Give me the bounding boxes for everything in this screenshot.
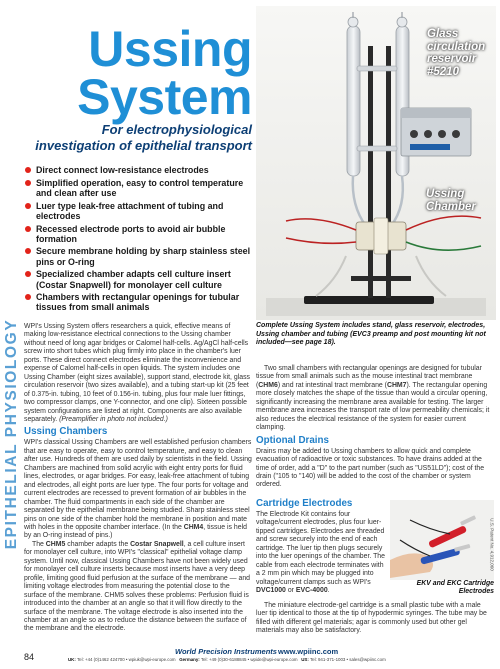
optional-drains-paragraph: Drains may be added to Ussing chambers to allow quick and complete evacuation of radioactive or toxic substances. To have drains added at the time of order, add a "D" to the part number (such as "US51LD"); cost of the drain ("105 to "140) will be added to the cost of the chamber or system ordered.: [256, 447, 485, 489]
page-title-line2: System: [77, 69, 252, 125]
cartridge-electrodes-caption: EKV and EKC Cartridge Electrodes: [416, 580, 494, 596]
page-footer: [0, 647, 500, 669]
section-side-label: EPITHELIAL PHYSIOLOGY: [3, 318, 20, 550]
footer-company: World Precision Instruments: [175, 647, 277, 656]
feature-item: Recessed electrode ports to avoid air bubble formation: [24, 224, 254, 244]
footer-uk-contact: Tel: +44 (0)1462 424700 • wpiuk@wpi-europe.com: [76, 657, 176, 662]
cartridge-electrodes-heading: Cartridge Electrodes: [256, 498, 353, 509]
feature-item: Secure membrane holding by sharp stainless steel pins or O-ring: [24, 246, 254, 266]
footer-de-contact: Tel: +49 (0)30-6188845 • wpide@wpi-europe.com: [200, 657, 298, 662]
footer-contacts: UK: Tel: +44 (0)1462 424700 • wpiuk@wpi-europe.com Germany: Tel: +49 (0)30-6188845 • wpide@wpi-europe.com US: Tel: 941-371-1003 • sales@wpiinc.com: [68, 657, 386, 662]
feature-item: Chambers with rectangular openings for tubular tissues from small animals: [24, 292, 254, 312]
feature-list: [24, 165, 254, 315]
cartridge-electrodes-illustration: [390, 500, 494, 580]
page-subtitle: For electrophysiological investigation of epithelial transport: [35, 122, 252, 153]
feature-item: Specialized chamber adapts cell culture insert (Costar Snapwell) for monolayer cell culture: [24, 269, 254, 289]
ussing-chambers-paragraph-1: WPI's classical Ussing Chambers are well established perfusion chambers that are easy to operate, easy to control temperature, and easy to clean after use. Hundreds of them are used daily by scientists in the field. Ussing Chambers are machined from solid acrylic with eight entry ports for fluid lines, electrodes, or agar bridges. For easy, leak-free attachment of tubing and electrodes, all eight ports are luer type. The four ports for voltage and current electrodes are recessed to prevent formation of air bubbles in the chamber. The fluid compartments in each side of the chamber are separated by the epithelial membrane being studied. Sharp stainless steel pins on one side of the chamber hold the membrane in position and mate with holes in the opposite chamber interface. (In the CHM4, tissue is held by an O-ring instead of pins.): [24, 439, 252, 540]
cartridge-electrodes-paragraph: The Electrode Kit contains four voltage/current electrodes, plus four luer-tipped cartridges. Electrodes are threaded and screw securely into the end of each cartridge. The luer tip then plugs securely into the luer openings of the chamber. The cable from each electrode terminates with a 2 mm pin which may be plugged into voltage/current clamps such as WPI's DVC1000 or EVC-4000.: [256, 511, 385, 595]
feature-item: Simplified operation, easy to control temperature and clean after use: [24, 178, 254, 198]
feature-item: Luer type leak-free attachment of tubing and electrodes: [24, 201, 254, 221]
feature-item: Direct connect low-resistance electrodes: [24, 165, 254, 175]
patent-number: U.S. Patent No. 4,912,060: [489, 518, 495, 571]
ussing-chambers-paragraph-2: The CHM5 chamber adapts the Costar Snapwell, a cell culture insert for monolayer cell culture, into WPI's "classical" epithelial voltage clamp system. Until now, classical Ussing Chambers have not been widely used for monolayer cell culture inserts because most inserts have a very deep profile, limiting good fluid perfusion at the surface of the membrane — and limiting voltage electrodes from measuring the potential close to the surface of the membrane. CHM5 solves these problems: Perfusion fluid is introduced into the chamber at an angle so that it will flow directly to the surface of the membrane. The voltage electrode is also inserted into the chamber at an angle so as to reduce the distance between the surface of the membrane and the electrode.: [24, 540, 250, 633]
footer-website[interactable]: www.wpiinc.com: [278, 647, 339, 656]
cartridge-electrodes-photo: [390, 500, 494, 580]
callout-ussing-chamber: Ussing Chamber: [426, 188, 476, 213]
footer-us-contact: Tel: 941-371-1003 • sales@wpiinc.com: [309, 657, 386, 662]
photo-caption: Complete Ussing System includes stand, glass reservoir, electrodes, Ussing chamber and tubing (EVC3 preamp and post mounting kit not included—see page 18).: [256, 322, 486, 346]
rectangular-chambers-paragraph: Two small chambers with rectangular openings are designed for tubular tissue from small animals such as the mouse intestinal tract membrane (CHM6) and rat intestinal tract membrane (CHM7). The rectangular opening more closely matches the shape of the tissue than would a circular opening, significantly increasing the membrane area available for testing. The larger membrane area increases the transport rate of low permeability chemicals; it also reduces the electrical resistance of the system for easier current clamping.: [256, 365, 490, 432]
intro-paragraph: WPI's Ussing System offers researchers a quick, effective means of making low-resistance electrical connections to the Ussing chamber without need of long agar bridges or Calomel half-cells. Ag/AgCl half-cells screw into short tubes which plug firmly into place in the chamber's luer ports. These direct connect electrodes eliminate the inconvenience and expense of Calomel half-cells in open liquids. The system includes one Ussing Chamber (eight sizes available), support stand, electrode kit, glass circulation reservoir (two sizes available), and a tubing start-up kit (25 feet of 0.375-in. tubing, 10 feet of 0.156-in. tubing, plus four male luer fittings, two compressor clamps, one Y-connector, and one clip). Sixteen possible system configurations are listed at right. Components are also available separately. (Preamplifier in photo not included.): [24, 323, 250, 423]
callout-glass-reservoir: Glass circulation reservoir #5210: [427, 28, 486, 78]
left-column: [24, 323, 254, 634]
gel-cartridge-section: [256, 602, 493, 636]
page-number: 84: [24, 652, 35, 662]
page-title-line1: Ussing: [88, 21, 252, 77]
cartridge-section: [256, 496, 388, 596]
optional-drains-heading: Optional Drains: [256, 434, 329, 446]
gel-cartridge-paragraph: The miniature electrode-gel cartridge is a small plastic tube with a male luer tip identical to those at the tip of hypodermic syringes. The tube may be filled with different gel materials; agar is commonly used but other gel materials may also be satisfactory.: [256, 602, 487, 635]
right-column-top: [256, 365, 493, 490]
intro-note: (Preamplifier in photo not included.): [59, 415, 168, 423]
ussing-chambers-heading: Ussing Chambers: [24, 426, 108, 438]
